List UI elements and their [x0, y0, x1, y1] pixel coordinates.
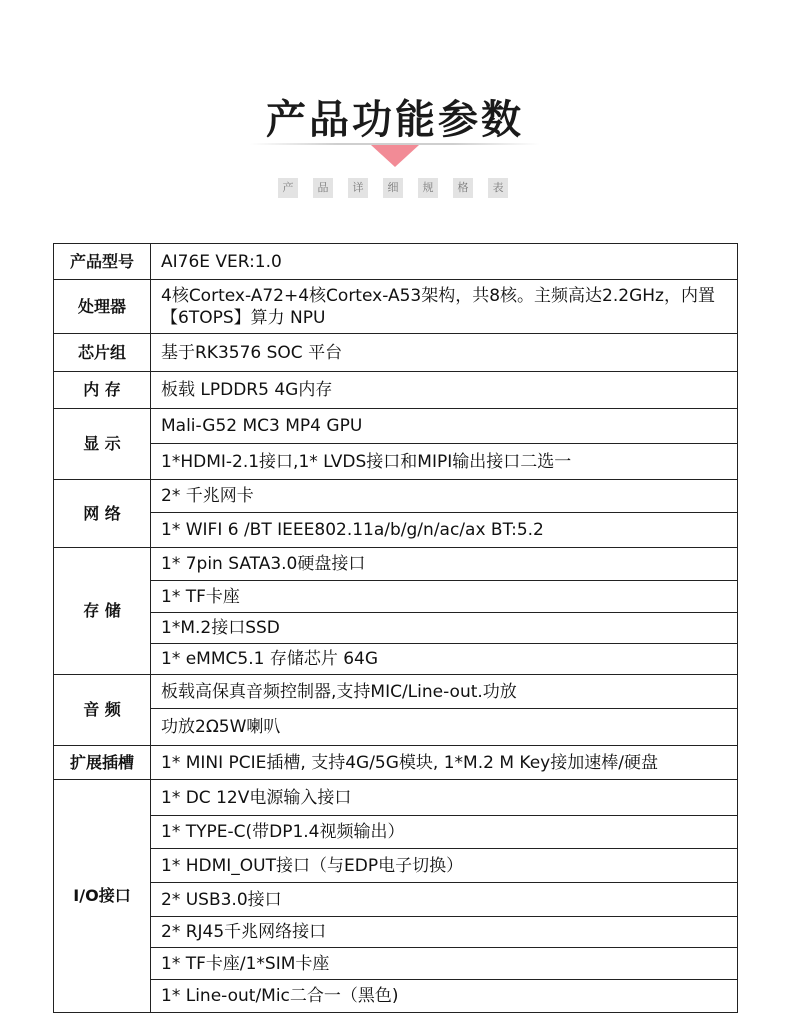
- subtitle-badges: [278, 178, 508, 198]
- subtitle-char: 产: [278, 178, 298, 198]
- spec-row: [54, 849, 738, 883]
- spec-value: 1* Line-out/Mic二合一（黑色): [151, 980, 738, 1013]
- spec-row: [54, 948, 738, 980]
- spec-row: [54, 372, 738, 409]
- spec-row: [54, 334, 738, 372]
- spec-row: [54, 746, 738, 780]
- spec-value: 1*HDMI-2.1接口,1* LVDS接口和MIPI输出接口二选一: [151, 444, 738, 480]
- spec-value: Mali-G52 MC3 MP4 GPU: [151, 409, 738, 444]
- subtitle-char: 格: [453, 178, 473, 198]
- spec-row: [54, 581, 738, 613]
- spec-value: 1* MINI PCIE插槽, 支持4G/5G模块, 1*M.2 M Key接加速棒/硬盘: [151, 746, 738, 780]
- spec-label: 显 示: [54, 409, 151, 480]
- subtitle-char: 品: [313, 178, 333, 198]
- spec-label: I/O接口: [54, 780, 151, 1013]
- spec-row: [54, 480, 738, 513]
- spec-value: 1* TF卡座: [151, 581, 738, 613]
- spec-value: 基于RK3576 SOC 平台: [151, 334, 738, 372]
- spec-value: 1* HDMI_OUT接口（与EDP电子切换）: [151, 849, 738, 883]
- spec-label: 芯片组: [54, 334, 151, 372]
- spec-value: 2* USB3.0接口: [151, 883, 738, 917]
- spec-row: [54, 644, 738, 675]
- spec-value: 1* TF卡座/1*SIM卡座: [151, 948, 738, 980]
- spec-value: 板载高保真音频控制器,支持MIC/Line-out.功放: [151, 675, 738, 709]
- spec-value: 1* TYPE-C(带DP1.4视频输出）: [151, 816, 738, 849]
- spec-label: 音 频: [54, 675, 151, 746]
- spec-value: 板载 LPDDR5 4G内存: [151, 372, 738, 409]
- spec-value: 2* 千兆网卡: [151, 480, 738, 513]
- spec-row: [54, 548, 738, 581]
- spec-label: 内 存: [54, 372, 151, 409]
- spec-row: [54, 816, 738, 849]
- spec-value: 功放2Ω5W喇叭: [151, 709, 738, 746]
- spec-row: [54, 280, 738, 334]
- spec-value: AI76E VER:1.0: [151, 244, 738, 280]
- spec-label: 存 储: [54, 548, 151, 675]
- spec-table: [53, 243, 738, 1013]
- spec-row: [54, 917, 738, 948]
- spec-value: 1* 7pin SATA3.0硬盘接口: [151, 548, 738, 581]
- spec-row: [54, 444, 738, 480]
- spec-row: [54, 675, 738, 709]
- spec-label: 产品型号: [54, 244, 151, 280]
- spec-label: 处理器: [54, 280, 151, 334]
- subtitle-char: 细: [383, 178, 403, 198]
- spec-row: [54, 980, 738, 1013]
- spec-row: [54, 513, 738, 548]
- spec-value: 1*M.2接口SSD: [151, 613, 738, 644]
- spec-label: 网 络: [54, 480, 151, 548]
- spec-value: 1* DC 12V电源输入接口: [151, 780, 738, 816]
- spec-row: [54, 613, 738, 644]
- subtitle-char: 详: [348, 178, 368, 198]
- spec-value: 4核Cortex-A72+4核Cortex-A53架构，共8核。主频高达2.2GHz，内置【6TOPS】算力 NPU: [151, 280, 738, 334]
- subtitle-char: 规: [418, 178, 438, 198]
- down-triangle-icon: [371, 145, 419, 167]
- spec-row: [54, 709, 738, 746]
- spec-row: [54, 244, 738, 280]
- spec-label: 扩展插槽: [54, 746, 151, 780]
- spec-row: [54, 883, 738, 917]
- subtitle-char: 表: [488, 178, 508, 198]
- spec-value: 1* eMMC5.1 存储芯片 64G: [151, 644, 738, 675]
- spec-value: 1* WIFI 6 /BT IEEE802.11a/b/g/n/ac/ax BT:5.2: [151, 513, 738, 548]
- spec-row: [54, 780, 738, 816]
- page-title: 产品功能参数: [266, 97, 524, 143]
- spec-row: [54, 409, 738, 444]
- spec-value: 2* RJ45千兆网络接口: [151, 917, 738, 948]
